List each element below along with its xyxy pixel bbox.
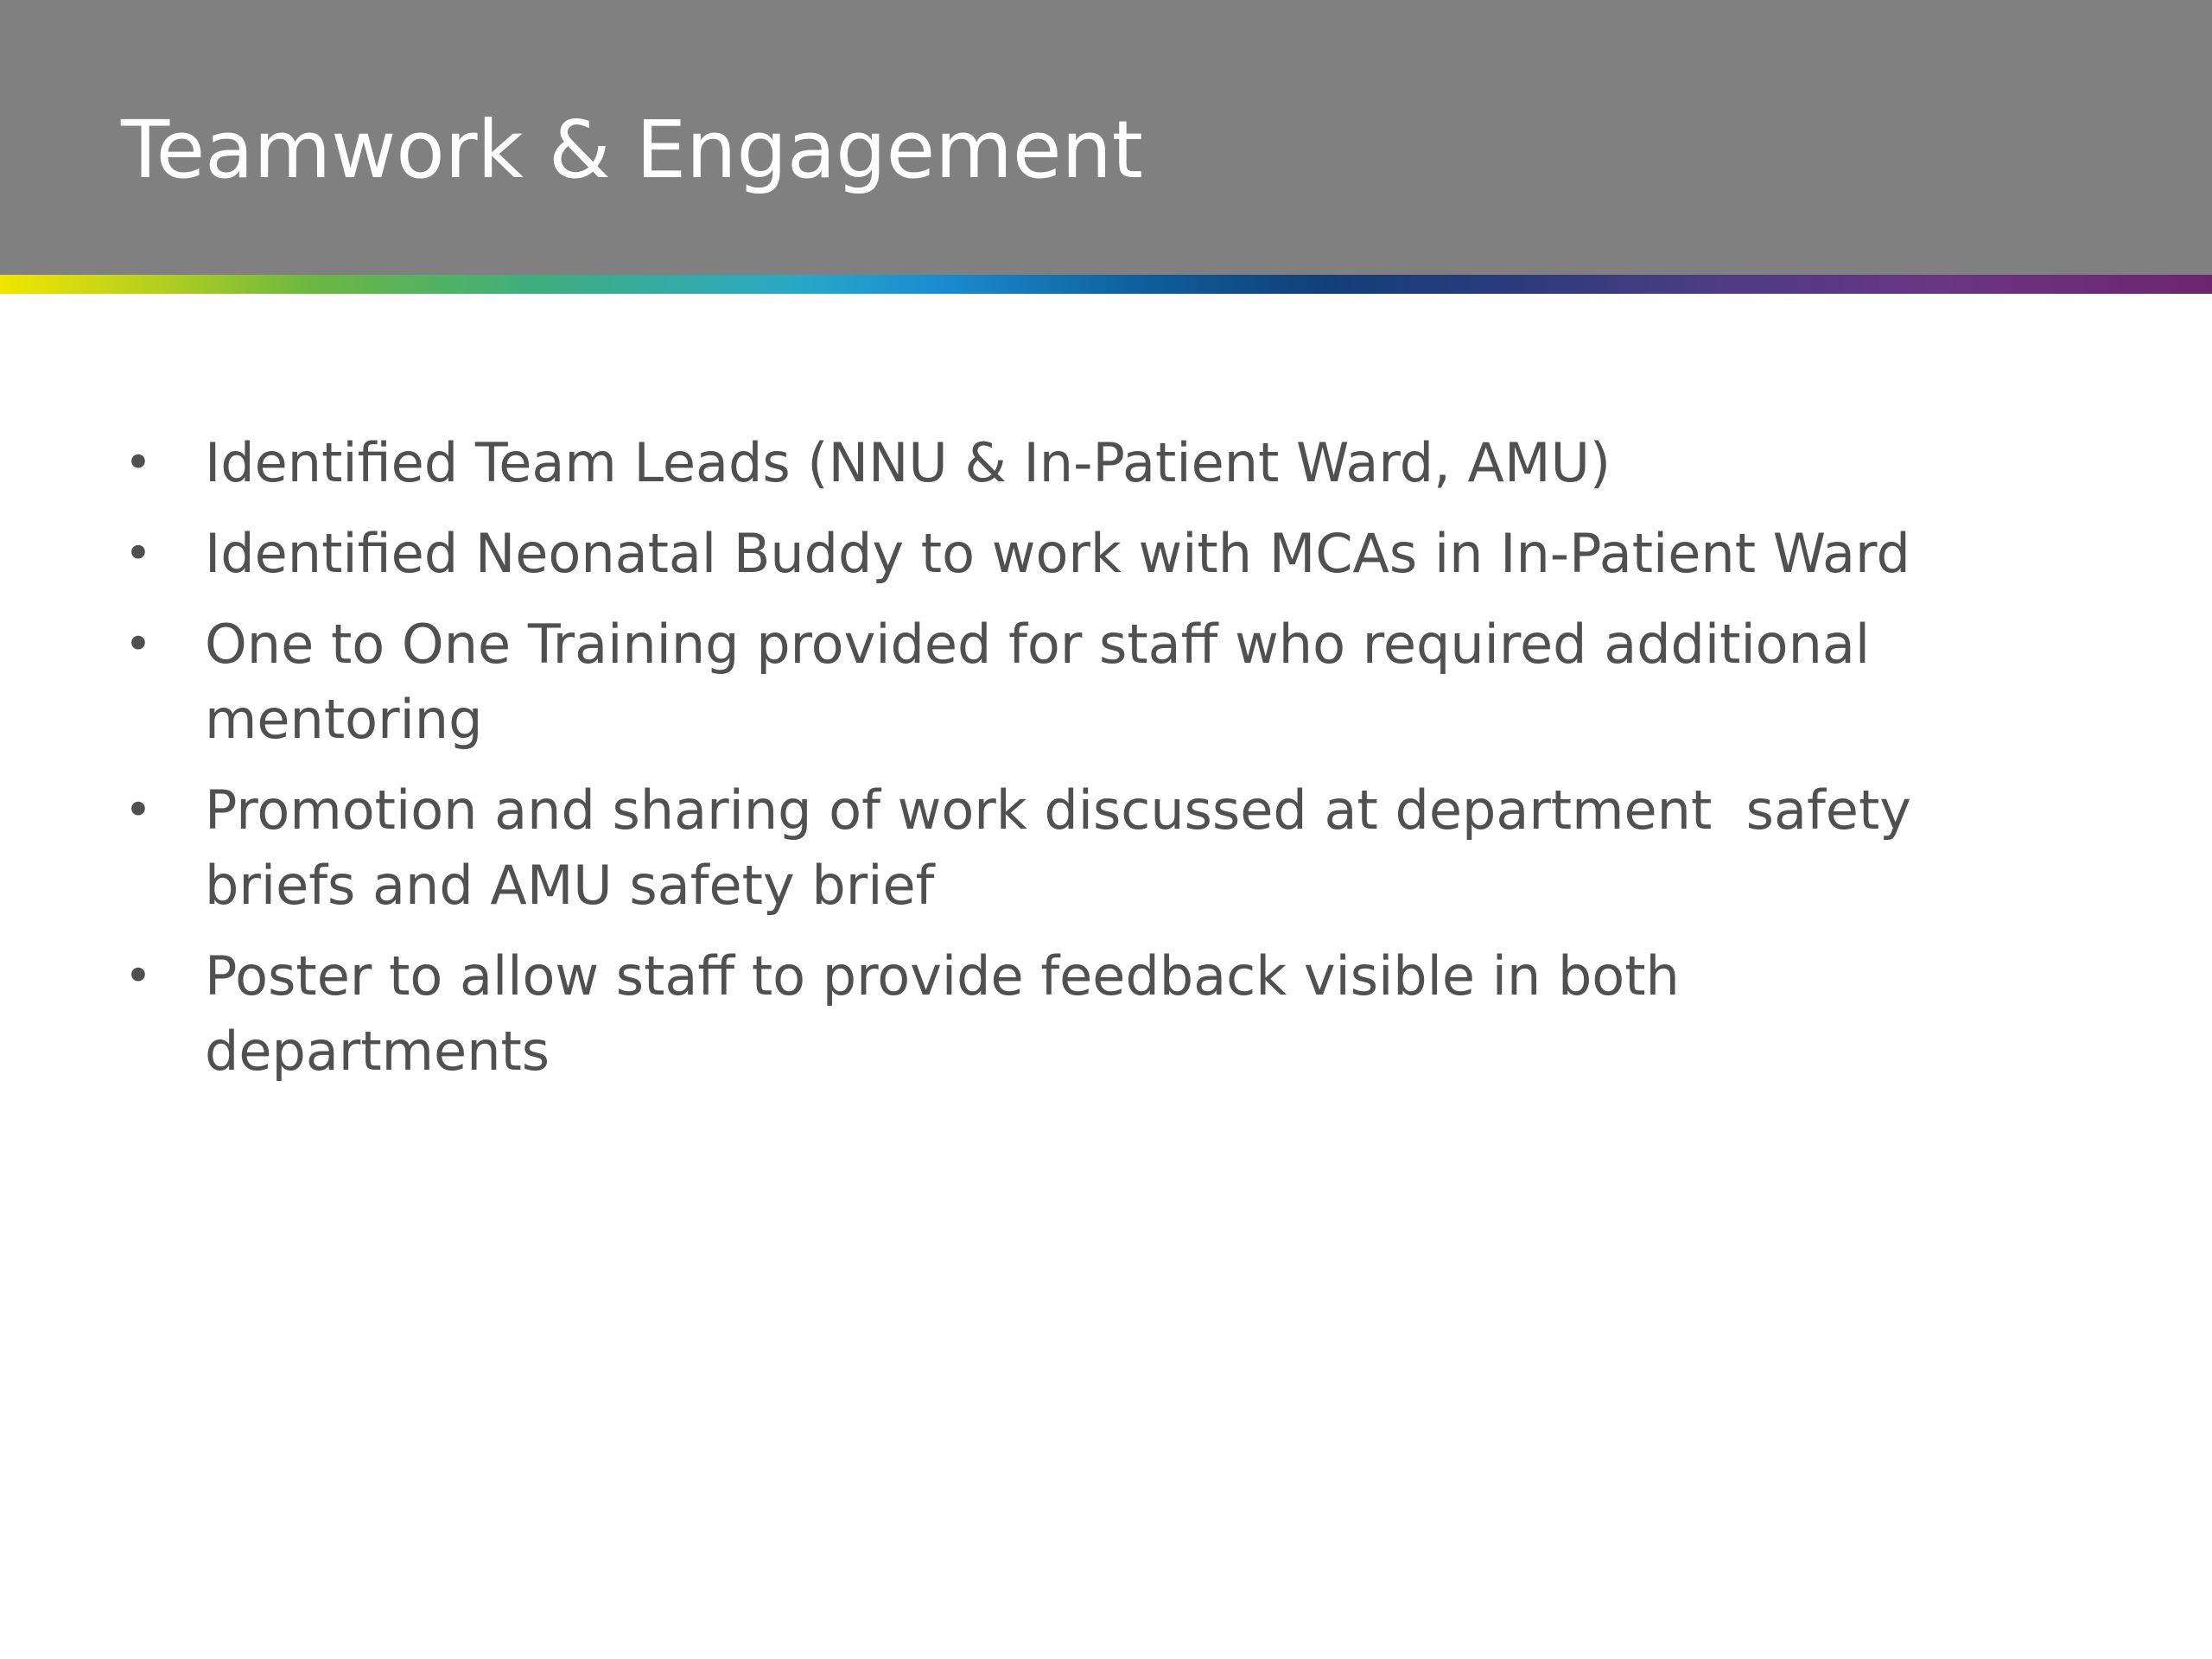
bullet-point: • xyxy=(124,526,152,581)
bullet-point: • xyxy=(124,617,152,671)
bullet-point: • xyxy=(124,435,152,490)
bullet-item xyxy=(121,425,2108,500)
bullet-text: Identified Neonatal Buddy to work with MCAs in In-Patient Ward xyxy=(205,522,1910,585)
accent-gradient-bar xyxy=(0,275,2212,294)
bullet-point: • xyxy=(124,949,152,1003)
bullet-item xyxy=(121,938,2108,1089)
bullet-list xyxy=(121,425,2108,1104)
bullet-text: Promotion and sharing of work discussed at department safety briefs and AMU safety brief xyxy=(205,779,1911,917)
bullet-item xyxy=(121,772,2108,923)
bullet-point: • xyxy=(124,783,152,837)
bullet-text: Poster to allow staff to provide feedback visible in both departments xyxy=(205,944,1680,1083)
title-banner xyxy=(0,0,2212,275)
bullet-text: One to One Training provided for staff who required additional mentoring xyxy=(205,613,1871,751)
bullet-text: Identified Team Leads (NNU & In-Patient Ward, AMU) xyxy=(205,431,1611,494)
bullet-item xyxy=(121,607,2108,757)
slide-title: Teamwork & Engagement xyxy=(121,104,1143,196)
bullet-item xyxy=(121,516,2108,591)
